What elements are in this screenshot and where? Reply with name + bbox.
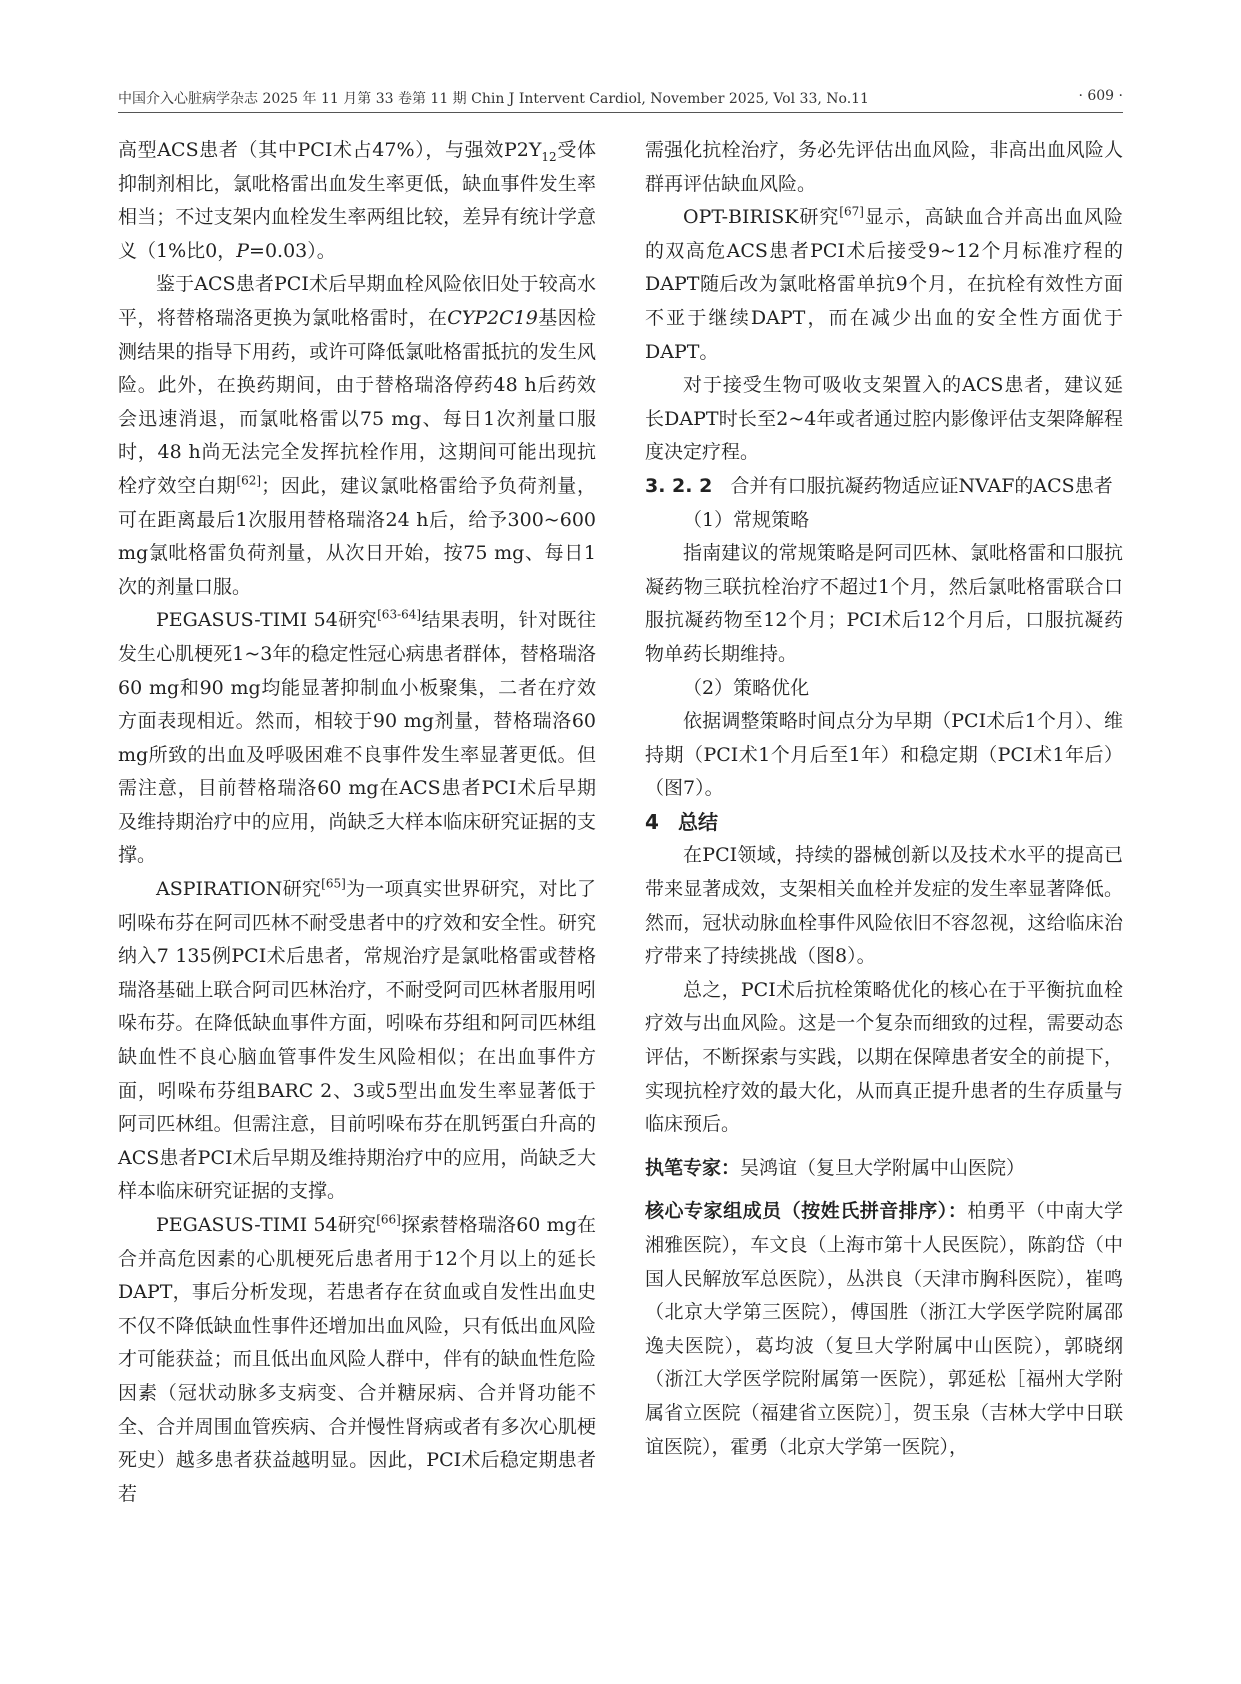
paragraph-r6: 在PCI领域，持续的器械创新以及技术水平的提高已带来显著成效，支架相关血栓并发症的发生率显著降低。然而，冠状动脉血栓事件风险依旧不容忽视，这给临床治疗带来了持续挑战（图8）。 — [645, 844, 1123, 968]
citation-ref: [66] — [376, 1212, 401, 1227]
left-column — [118, 134, 596, 1511]
page-number: · 609 · — [1078, 88, 1123, 104]
subheading-conventional: （1）常规策略 — [683, 508, 810, 531]
paragraph-4: ASPIRATION研究[65]为一项真实世界研究，对比了吲哚布芬在阿司匹林不耐受患者中的疗效和安全性。研究纳入7 135例PCI术后患者，常规治疗是氯吡格雷或替格瑞洛基础上联合阿司匹林治疗，不耐受阿司匹林者服用吲哚布芬。在降低缺血事件方面，吲哚布芬组和阿司匹林组缺血性不良心脑血管事件发生风险相似；在出血事件方面，吲哚布芬组BARC 2、3或5型出血发生率显著低于阿司匹林组。但需注意，目前吲哚布芬在肌钙蛋白升高的ACS患者PCI术后早期及维持期治疗中的应用，尚缺乏大样本临床研究证据的支撑。 — [118, 876, 596, 1203]
paragraph-1: 高型ACS患者（其中PCI术占47%），与强效$P2Y_{12}$受体抑制剂相比，氯吡格雷出血发生率更低，缺血事件发生率相当；不过支架内血栓发生率两组比较，差异有统计学意义（1%比0，P=0.03）。 — [118, 139, 596, 262]
paragraph-5: PEGASUS-TIMI 54研究[66]探索替格瑞洛60 mg在合并高危因素的心肌梗死后患者用于12个月以上的延长DAPT，事后分析发现，若患者存在贫血或自发性出血史不仅不降低缺血性事件还增加出血风险，只有低出血风险才可能获益；而且低出血风险人群中，伴有的缺血性危险因素（冠状动脉多支病变、合并糖尿病、合并肾功能不全、合并周围血管疾病、合并慢性肾病或者有多次心肌梗死史）越多患者获益越明显。因此，PCI术后稳定期患者若 — [118, 1212, 596, 1505]
subheading-optimization: （2）策略优化 — [683, 676, 810, 699]
paragraph-r4: 指南建议的常规策略是阿司匹林、氯吡格雷和口服抗凝药物三联抗栓治疗不超过1个月，然后氯吡格雷联合口服抗凝药物至12个月；PCI术后12个月后，口服抗凝药物单药长期维持。 — [645, 542, 1123, 665]
paragraph-r2: OPT-BIRISK研究[67]显示，高缺血合并高出血风险的双高危ACS患者PCI术后接受9~12个月标准疗程的DAPT随后改为氯吡格雷单抗9个月，在抗栓有效性方面不亚于继续DAPT，而在减少出血的安全性方面优于DAPT。 — [645, 204, 1123, 363]
citation-ref: [63-64] — [377, 607, 422, 622]
paragraph-r5: 依据调整策略时间点分为早期（PCI术后1个月）、维持期（PCI术1个月后至1年）和稳定期（PCI术1年后）（图7）。 — [645, 710, 1123, 800]
gene-name: CYP2C19 — [447, 306, 538, 329]
paragraph-2: 鉴于ACS患者PCI术后早期血栓风险依旧处于较高水平，将替格瑞洛更换为氯吡格雷时，在CYP2C19基因检测结果的指导下用药，或许可降低氯吡格雷抵抗的发生风险。此外，在换药期间，由于替格瑞洛停药48 h后药效会迅速消退，而氯吡格雷以75 mg、每日1次剂量口服时，48 h尚无法完全发挥抗栓作用，这期间可能出现抗栓疗效空白期[62]；因此，建议氯吡格雷给予负荷剂量，可在距离最后1次服用替格瑞洛24 h后，给予300~600 mg氯吡格雷负荷剂量，从次日开始，按75 mg、每日1次的剂量口服。 — [118, 273, 596, 598]
writing-expert: 执笔专家：吴鸿谊（复旦大学附属中山医院） — [645, 1156, 1026, 1179]
core-expert-group: 核心专家组成员（按姓氏拼音排序）：柏勇平（中南大学湘雅医院），车文良（上海市第十人民医院），陈韵岱（中国人民解放军总医院），丛洪良（天津市胸科医院），崔鸣（北京大学第三医院），傅国胜（浙江大学医学院附属邵逸夫医院），葛均波（复旦大学附属中山医院），郭晓纲（浙江大学医学院附属第一医院），郭延松［福州大学附属省立医院（福建省立医院）］，贺玉泉（吉林大学中日联谊医院），霍勇（北京大学第一医院）， — [645, 1200, 1123, 1458]
paragraph-3: PEGASUS-TIMI 54研究[63-64]结果表明，针对既往发生心肌梗死1~3年的稳定性冠心病患者群体，替格瑞洛60 mg和90 mg均能显著抑制血小板聚集，二者在疗效方面表现相近。然而，相较于90 mg剂量，替格瑞洛60 mg所致的出血及呼吸困难不良事件发生率显著更低。但需注意，目前替格瑞洛60 mg在ACS患者PCI术后早期及维持期治疗中的应用，尚缺乏大样本临床研究证据的支撑。 — [118, 607, 596, 867]
section-heading-4: 4 总结 — [645, 809, 718, 834]
citation-ref: [67] — [839, 204, 864, 219]
citation-ref: [65] — [321, 876, 346, 891]
paragraph-r7: 总之，PCI术后抗栓策略优化的核心在于平衡抗血栓疗效与出血风险。这是一个复杂而细致的过程，需要动态评估，不断探索与实践，以期在保障患者安全的前提下，实现抗栓疗效的最大化，从而真正提升患者的生存质量与临床预后。 — [645, 978, 1123, 1136]
paragraph-r3: 对于接受生物可吸收支架置入的ACS患者，建议延长DAPT时长至2~4年或者通过腔内影像评估支架降解程度决定疗程。 — [645, 374, 1123, 464]
paragraph-r1: 需强化抗栓治疗，务必先评估出血风险，非高出血风险人群再评估缺血风险。 — [645, 139, 1123, 195]
section-heading-3-2-2: 3. 2. 2 合并有口服抗凝药物适应证NVAF的ACS患者 — [645, 474, 1113, 497]
journal-citation: 中国介入心脏病学杂志 2025 年 11 月第 33 卷第 11 期 Chin J Intervent Cardiol, November 2025, Vol 33, No.11 — [118, 91, 869, 107]
citation-ref: [62] — [236, 473, 262, 488]
running-header — [118, 84, 1123, 113]
right-column — [645, 134, 1123, 1464]
